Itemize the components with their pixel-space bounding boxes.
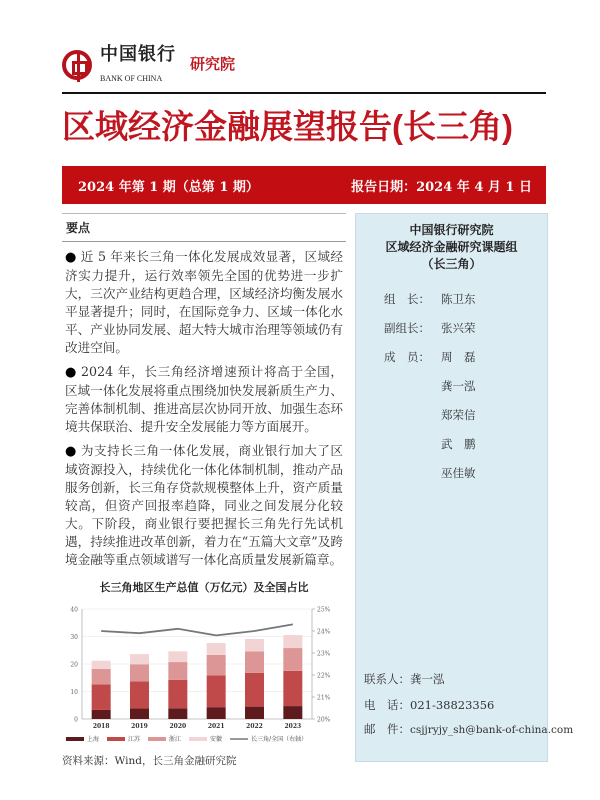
member-name: 张兴荣 bbox=[441, 321, 476, 335]
x-tick-label: 2023 bbox=[284, 723, 302, 730]
main-column bbox=[62, 213, 346, 768]
research-team-sidebar bbox=[355, 213, 574, 762]
header-divider bbox=[62, 92, 546, 94]
member-name: 陈卫东 bbox=[441, 292, 476, 306]
member-name: 周 磊 bbox=[441, 350, 476, 364]
member-role bbox=[384, 466, 441, 480]
y2-tick-label: 22% bbox=[317, 672, 331, 680]
bullet-icon: ● bbox=[65, 444, 77, 459]
contact-name: 龚一泓 bbox=[410, 672, 445, 686]
bar-江苏 bbox=[130, 681, 149, 708]
team-member bbox=[384, 350, 476, 364]
y2-tick-label: 23% bbox=[317, 650, 331, 658]
institute-label: 研究院 bbox=[190, 56, 236, 73]
member-role: 副组长： bbox=[384, 321, 430, 335]
bar-浙江 bbox=[168, 662, 187, 680]
team-org: 中国银行研究院 bbox=[409, 223, 494, 237]
bar-上海 bbox=[245, 707, 264, 719]
bar-上海 bbox=[168, 708, 187, 719]
y2-tick-label: 25% bbox=[317, 606, 331, 614]
member-role bbox=[384, 379, 441, 393]
bar-上海 bbox=[283, 706, 302, 719]
x-tick-label: 2019 bbox=[131, 723, 148, 730]
legend-label: 长三角/全国（右轴） bbox=[251, 736, 308, 743]
bar-江苏 bbox=[168, 680, 187, 708]
contact-label: 联系人： bbox=[364, 672, 410, 686]
chart-source: 资料来源：Wind，长三角金融研究院 bbox=[62, 755, 237, 767]
legend-swatch bbox=[189, 737, 207, 741]
bar-江苏 bbox=[283, 671, 302, 706]
team-member bbox=[384, 437, 476, 451]
y2-tick-label: 21% bbox=[317, 694, 331, 702]
member-role bbox=[384, 408, 441, 422]
legend-label: 上海 bbox=[87, 736, 100, 743]
bar-上海 bbox=[92, 710, 111, 719]
legend-swatch bbox=[107, 737, 125, 741]
gdp-chart bbox=[62, 601, 346, 751]
member-name: 武 鹏 bbox=[441, 437, 476, 451]
phone-label: 电 话： bbox=[364, 698, 410, 712]
bar-安徽 bbox=[245, 639, 264, 651]
contact-person bbox=[364, 672, 445, 686]
bar-安徽 bbox=[207, 643, 226, 655]
legend-label: 江苏 bbox=[128, 736, 141, 743]
y2-tick-label: 20% bbox=[317, 716, 331, 724]
member-name: 郑荣信 bbox=[441, 408, 476, 422]
chart-title: 长三角地区生产总值（万亿元）及全国占比 bbox=[99, 581, 309, 594]
y2-tick-label: 24% bbox=[317, 628, 331, 636]
bar-安徽 bbox=[130, 654, 149, 664]
bar-浙江 bbox=[207, 655, 226, 675]
member-name: 龚一泓 bbox=[441, 379, 476, 393]
member-name: 巫佳敏 bbox=[441, 466, 476, 480]
legend-swatch bbox=[148, 737, 166, 741]
issue-banner bbox=[62, 166, 546, 204]
report-title: 区域经济金融展望报告(长三角) bbox=[62, 108, 513, 145]
member-role bbox=[384, 437, 441, 451]
y-tick-label: 30 bbox=[70, 634, 78, 641]
bank-of-china-logo bbox=[62, 44, 262, 88]
team-heading bbox=[356, 222, 547, 273]
team-region: （长三角） bbox=[421, 257, 482, 271]
key-point: ● 2024 年，长三角经济增速预计将高于全国，区域一体化发展将重点围绕加快发展新质生产力、完善体制机制、推进高层次协同开放、加强生态环境共保联治、提升安全发展能力等方面展开。 bbox=[65, 364, 343, 434]
member-role: 成 员： bbox=[384, 350, 430, 364]
key-points-section bbox=[62, 213, 346, 569]
bar-上海 bbox=[207, 707, 226, 719]
team-group: 区域经济金融研究课题组 bbox=[385, 240, 518, 254]
email-address[interactable]: csjjryjy_sh@bank-of-china.com bbox=[410, 724, 574, 736]
bar-安徽 bbox=[92, 661, 111, 669]
legend-swatch bbox=[66, 737, 84, 741]
logo-chinese-name: 中国银行 bbox=[100, 44, 176, 65]
legend-label: 安徽 bbox=[210, 736, 223, 743]
email-label: 邮 件： bbox=[364, 722, 410, 736]
x-tick-label: 2018 bbox=[92, 723, 110, 730]
key-point: ● 为支持长三角一体化发展，商业银行加大了区域资源投入，持续优化一体化体制机制，推动产品服务创新，长三角存贷款规模整体上升，资产质量较高，但资产回报率趋降，同业之间发展分化较大。下阶段，商业银行要把握长三角先行先试机遇，持续推进改革创新，着力在“五篇大文章”及跨境金融等重点领域谱写一体化高质量发展新篇章。 bbox=[65, 443, 344, 567]
x-tick-label: 2021 bbox=[207, 723, 225, 730]
team-member bbox=[384, 292, 476, 306]
team-member bbox=[384, 321, 476, 335]
team-member bbox=[384, 379, 476, 393]
bar-安徽 bbox=[283, 635, 302, 648]
bar-浙江 bbox=[92, 669, 111, 684]
bar-江苏 bbox=[207, 675, 226, 707]
y-tick-label: 20 bbox=[70, 661, 78, 669]
bar-江苏 bbox=[245, 673, 264, 707]
bullet-icon: ● bbox=[65, 250, 77, 265]
legend-label: 浙江 bbox=[169, 736, 182, 743]
bar-浙江 bbox=[130, 664, 149, 681]
contact-email[interactable] bbox=[364, 722, 573, 737]
key-points-heading: 要点 bbox=[62, 213, 346, 242]
team-member bbox=[384, 466, 476, 480]
bullet-icon: ● bbox=[65, 365, 78, 380]
y-tick-label: 40 bbox=[70, 606, 78, 614]
logo-english-name: BANK OF CHINA bbox=[100, 74, 163, 83]
key-point: ● 近 5 年来长三角一体化发展成效显著，区域经济实力提升，运行效率领先全国的优势进一步扩大，三次产业结构更趋合理，区域经济均衡发展水平显著提升；同时，在国际竞争力、区域一体化水平、产业协同发展、超大特大城市治理等领域仍有改进空间。 bbox=[65, 249, 343, 355]
x-tick-label: 2020 bbox=[169, 723, 187, 730]
bar-浙江 bbox=[283, 648, 302, 671]
bar-上海 bbox=[130, 709, 149, 719]
report-date: 报告日期：2024 年 4 月 1 日 bbox=[351, 179, 532, 195]
bar-江苏 bbox=[92, 684, 111, 710]
bar-浙江 bbox=[245, 651, 264, 672]
y-tick-label: 0 bbox=[74, 716, 78, 724]
bank-of-china-emblem-icon bbox=[62, 50, 92, 80]
contact-phone bbox=[364, 698, 494, 712]
team-member bbox=[384, 408, 476, 422]
phone-number: 021-38823356 bbox=[410, 698, 495, 712]
issue-number: 2024 年第 1 期（总第 1 期） bbox=[78, 179, 259, 195]
line-series bbox=[101, 624, 293, 635]
y-tick-label: 10 bbox=[70, 689, 78, 696]
member-role: 组 长： bbox=[384, 292, 430, 306]
x-tick-label: 2022 bbox=[246, 723, 263, 730]
bar-安徽 bbox=[168, 651, 187, 662]
